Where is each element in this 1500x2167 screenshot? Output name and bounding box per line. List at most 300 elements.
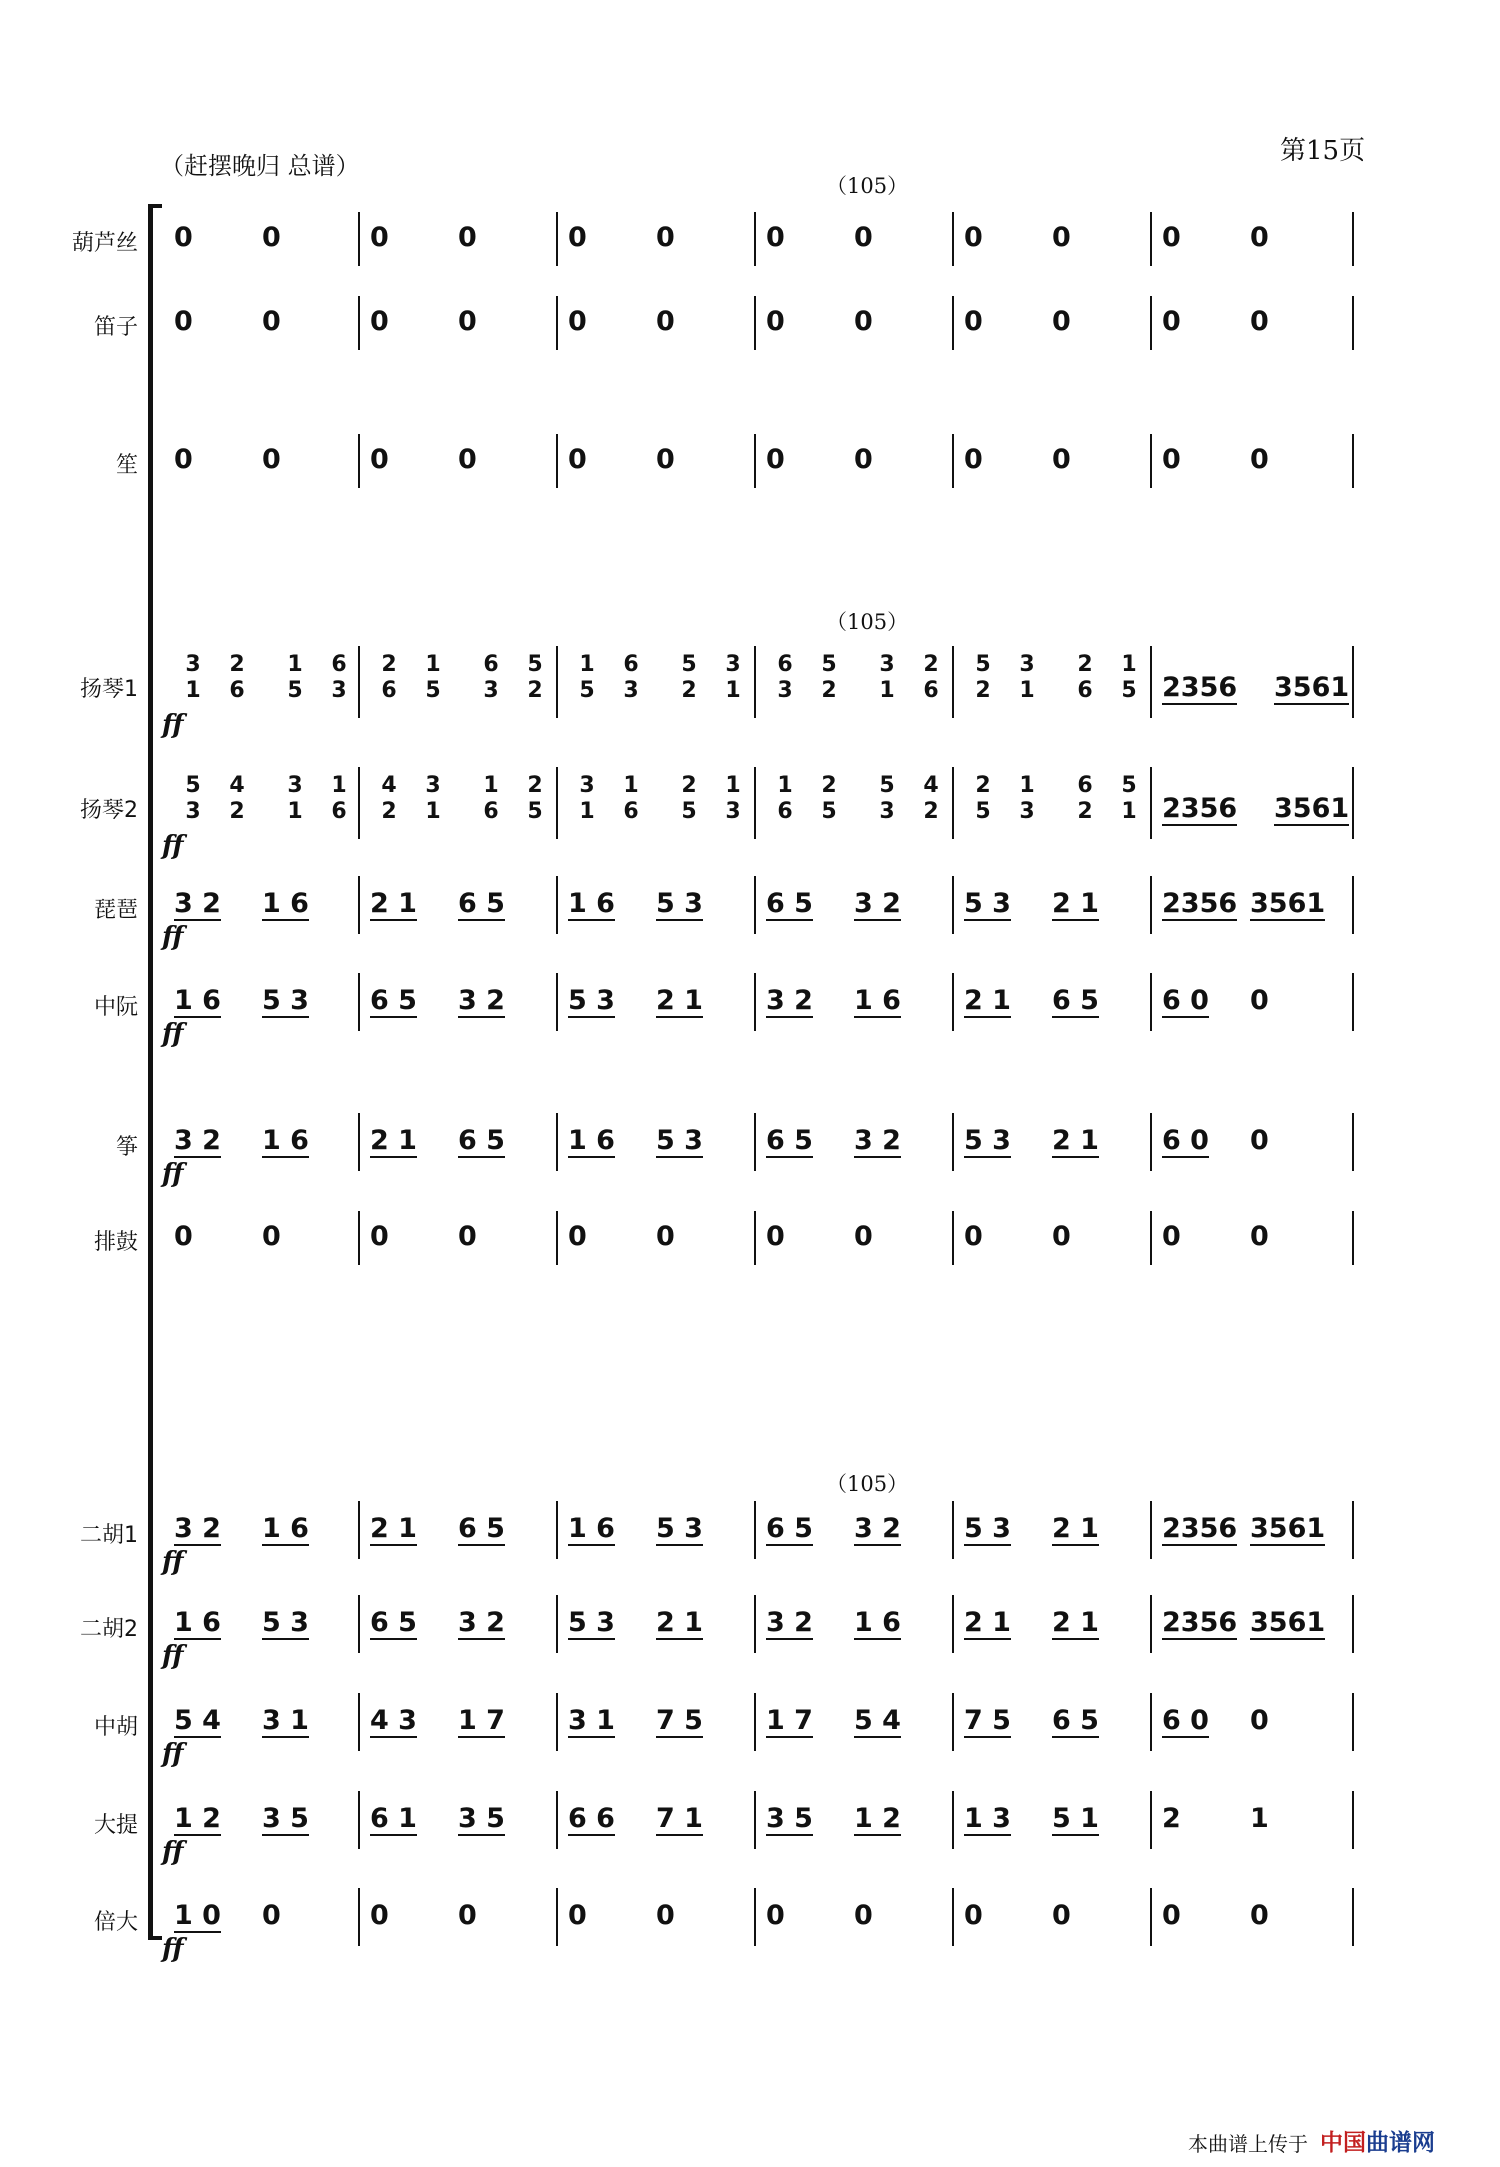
- yangqin1-chord-lower: 6: [1077, 678, 1093, 703]
- yangqin1-chord-lower: 2: [975, 678, 991, 703]
- zheng-note: 1 6: [568, 1125, 615, 1156]
- yangqin2-chord-upper: 2: [681, 773, 697, 798]
- zhongruan-barline: [754, 973, 756, 1031]
- yangqin2-chord-lower: 2: [1077, 799, 1093, 824]
- paigu-barline: [1352, 1211, 1354, 1265]
- pipa-barline: [754, 876, 756, 934]
- yangqin2-chord-lower: 6: [623, 799, 639, 824]
- zheng-note: 3 2: [854, 1125, 901, 1156]
- zheng-dynamic-marking: ff: [162, 1159, 184, 1189]
- yangqin2-barline: [952, 767, 954, 839]
- sheng-rest: 0: [854, 444, 873, 475]
- yangqin1-chord: [614, 652, 648, 704]
- bass-note: 0: [568, 1900, 587, 1931]
- yangqin1-barline: [556, 646, 558, 718]
- erhu1-barline: [358, 1501, 360, 1559]
- yangqin1-barline: [1352, 646, 1354, 718]
- paigu-rest: 0: [1250, 1221, 1269, 1252]
- instrument-label-zheng: 筝: [115, 1135, 138, 1160]
- erhu2-barline: [1150, 1595, 1152, 1653]
- zheng-note: 0: [1250, 1125, 1269, 1156]
- yangqin2-chord: [474, 773, 508, 825]
- yangqin2-chord: [1112, 773, 1146, 825]
- erhu2-barline: [358, 1595, 360, 1653]
- yangqin2-barline: [358, 767, 360, 839]
- yangqin1-chord-lower: 3: [777, 678, 793, 703]
- yangqin2-dynamic-marking: ff: [162, 831, 184, 861]
- footer-upload-text: 本曲谱上传于: [1188, 2132, 1308, 2156]
- zhonghu-note: 1 7: [458, 1705, 505, 1736]
- yangqin1-chord: [672, 652, 706, 704]
- sheng-barline: [556, 434, 558, 488]
- hulusi-barline: [358, 212, 360, 266]
- pipa-barline: [1352, 876, 1354, 934]
- paigu-barline: [358, 1211, 360, 1265]
- hulusi-barline: [754, 212, 756, 266]
- pipa-dynamic-marking: ff: [162, 922, 184, 952]
- yangqin1-chord-upper: 3: [879, 652, 895, 677]
- yangqin2-chord-lower: 2: [229, 799, 245, 824]
- zhongruan-note: 5 3: [262, 985, 309, 1016]
- bass-barline: [556, 1888, 558, 1946]
- pipa-barline: [556, 876, 558, 934]
- erhu2-barline: [1352, 1595, 1354, 1653]
- yangqin2-chord-lower: 5: [681, 799, 697, 824]
- yangqin2-chord: [966, 773, 1000, 825]
- zheng-note: 5 3: [656, 1125, 703, 1156]
- yangqin1-barline: [952, 646, 954, 718]
- yangqin2-chord-lower: 1: [425, 799, 441, 824]
- yangqin1-chord: [966, 652, 1000, 704]
- bass-barline: [754, 1888, 756, 1946]
- instrument-label-pipa: 琵琶: [93, 898, 138, 923]
- yangqin1-chord-upper: 1: [425, 652, 441, 677]
- zhonghu-note: 7 5: [656, 1705, 703, 1736]
- yangqin2-chord-upper: 5: [1121, 773, 1137, 798]
- yangqin1-tail-group: 3561: [1274, 672, 1350, 703]
- zhongruan-note: 6 0: [1162, 985, 1209, 1016]
- yangqin1-chord-lower: 3: [331, 678, 347, 703]
- zhongruan-note: 0: [1250, 985, 1269, 1016]
- paigu-rest: 0: [1052, 1221, 1071, 1252]
- cello-barline: [754, 1791, 756, 1849]
- erhu2-note: 1 6: [854, 1607, 901, 1638]
- cello-dynamic-marking: ff: [162, 1837, 184, 1867]
- erhu2-dynamic-marking: ff: [162, 1641, 184, 1671]
- erhu2-note: 2 1: [964, 1607, 1011, 1638]
- yangqin1-chord: [870, 652, 904, 704]
- yangqin1-chord: [474, 652, 508, 704]
- yangqin1-barline: [358, 646, 360, 718]
- yangqin2-chord: [716, 773, 750, 825]
- yangqin2-tail-group: 2356: [1162, 793, 1238, 824]
- yangqin1-chord: [372, 652, 406, 704]
- yangqin2-chord: [614, 773, 648, 825]
- yangqin1-chord-lower: 1: [725, 678, 741, 703]
- bass-note: 0: [766, 1900, 785, 1931]
- erhu2-note: 2356: [1162, 1607, 1238, 1638]
- yangqin2-chord: [812, 773, 846, 825]
- yangqin1-chord-upper: 5: [975, 652, 991, 677]
- yangqin1-chord-upper: 3: [185, 652, 201, 677]
- yangqin2-chord: [570, 773, 604, 825]
- yangqin2-chord-upper: 1: [331, 773, 347, 798]
- pipa-barline: [358, 876, 360, 934]
- yangqin1-chord-lower: 5: [425, 678, 441, 703]
- dizi-rest: 0: [964, 306, 983, 337]
- pipa-note: 2 1: [370, 888, 417, 919]
- yangqin2-chord-upper: 5: [879, 773, 895, 798]
- dizi-rest: 0: [568, 306, 587, 337]
- yangqin1-chord: [812, 652, 846, 704]
- instrument-label-yangqin1: 扬琴1: [80, 677, 138, 702]
- instrument-label-bass: 倍大: [93, 1910, 138, 1935]
- yangqin2-chord-lower: 1: [579, 799, 595, 824]
- yangqin2-chord: [416, 773, 450, 825]
- erhu2-barline: [556, 1595, 558, 1653]
- sheng-rest: 0: [568, 444, 587, 475]
- erhu1-barline: [1352, 1501, 1354, 1559]
- sheng-rest: 0: [262, 444, 281, 475]
- yangqin1-chord-upper: 6: [777, 652, 793, 677]
- yangqin2-chord-upper: 1: [623, 773, 639, 798]
- sheng-rest: 0: [656, 444, 675, 475]
- instrument-label-zhonghu: 中胡: [93, 1715, 138, 1740]
- erhu1-note: 2 1: [370, 1513, 417, 1544]
- yangqin2-chord-upper: 3: [579, 773, 595, 798]
- bass-note: 0: [370, 1900, 389, 1931]
- yangqin2-chord-lower: 1: [287, 799, 303, 824]
- cello-barline: [952, 1791, 954, 1849]
- yangqin2-chord: [372, 773, 406, 825]
- zhongruan-barline: [556, 973, 558, 1031]
- bracket-top-hook: [148, 204, 162, 208]
- yangqin2-tail-group: 3561: [1274, 793, 1350, 824]
- yangqin2-chord-upper: 2: [527, 773, 543, 798]
- pipa-note: 1 6: [568, 888, 615, 919]
- pipa-note: 3 2: [854, 888, 901, 919]
- pipa-barline: [1150, 876, 1152, 934]
- instrument-label-cello: 大提: [93, 1813, 138, 1838]
- yangqin2-chord: [322, 773, 356, 825]
- yangqin2-chord: [914, 773, 948, 825]
- erhu2-note: 5 3: [568, 1607, 615, 1638]
- dizi-rest: 0: [262, 306, 281, 337]
- erhu1-barline: [952, 1501, 954, 1559]
- yangqin2-chord-lower: 3: [879, 799, 895, 824]
- sheng-barline: [1352, 434, 1354, 488]
- yangqin2-chord-upper: 5: [185, 773, 201, 798]
- cello-note: 3 5: [766, 1803, 813, 1834]
- hulusi-rest: 0: [1052, 222, 1071, 253]
- yangqin2-chord: [1010, 773, 1044, 825]
- zheng-barline: [358, 1113, 360, 1171]
- hulusi-rest: 0: [1250, 222, 1269, 253]
- yangqin2-chord-lower: 3: [185, 799, 201, 824]
- yangqin2-barline: [1352, 767, 1354, 839]
- zhongruan-note: 5 3: [568, 985, 615, 1016]
- yangqin2-chord: [1068, 773, 1102, 825]
- footer-logo[interactable]: [1320, 2124, 1435, 2157]
- zheng-barline: [1352, 1113, 1354, 1171]
- yangqin1-chord-lower: 6: [923, 678, 939, 703]
- erhu2-note: 1 6: [174, 1607, 221, 1638]
- zheng-barline: [952, 1113, 954, 1171]
- zhonghu-note: 3 1: [262, 1705, 309, 1736]
- yangqin1-chord: [716, 652, 750, 704]
- zheng-note: 3 2: [174, 1125, 221, 1156]
- erhu1-barline: [1150, 1501, 1152, 1559]
- erhu1-note: 2356: [1162, 1513, 1238, 1544]
- erhu2-note: 3 2: [766, 1607, 813, 1638]
- zhongruan-note: 1 6: [854, 985, 901, 1016]
- yangqin1-dynamic-marking: ff: [162, 710, 184, 740]
- yangqin2-chord-lower: 5: [975, 799, 991, 824]
- hulusi-rest: 0: [370, 222, 389, 253]
- pipa-note: 3561: [1250, 888, 1326, 919]
- yangqin2-chord-upper: 3: [287, 773, 303, 798]
- yangqin2-chord: [768, 773, 802, 825]
- yangqin2-chord: [176, 773, 210, 825]
- zhonghu-note: 5 4: [174, 1705, 221, 1736]
- zhongruan-note: 3 2: [766, 985, 813, 1016]
- pipa-note: 3 2: [174, 888, 221, 919]
- bass-note: 0: [964, 1900, 983, 1931]
- sheng-rest: 0: [174, 444, 193, 475]
- zhonghu-note: 3 1: [568, 1705, 615, 1736]
- yangqin1-chord: [914, 652, 948, 704]
- cello-note: 1 2: [854, 1803, 901, 1834]
- yangqin1-chord: [1010, 652, 1044, 704]
- yangqin2-chord-lower: 1: [1121, 799, 1137, 824]
- paigu-rest: 0: [656, 1221, 675, 1252]
- zhongruan-barline: [358, 973, 360, 1031]
- paigu-barline: [952, 1211, 954, 1265]
- cello-barline: [1150, 1791, 1152, 1849]
- zhongruan-note: 6 5: [370, 985, 417, 1016]
- yangqin2-chord-lower: 2: [381, 799, 397, 824]
- hulusi-barline: [556, 212, 558, 266]
- cello-note: 1 2: [174, 1803, 221, 1834]
- yangqin1-chord-lower: 5: [287, 678, 303, 703]
- sheng-rest: 0: [1052, 444, 1071, 475]
- instrument-label-erhu2: 二胡2: [80, 1617, 138, 1642]
- zhonghu-dynamic-marking: ff: [162, 1739, 184, 1769]
- bass-note: 1 0: [174, 1900, 221, 1931]
- erhu1-note: 3 2: [174, 1513, 221, 1544]
- cello-note: 5 1: [1052, 1803, 1099, 1834]
- yangqin1-chord-lower: 6: [381, 678, 397, 703]
- yangqin2-chord-lower: 6: [483, 799, 499, 824]
- zhongruan-note: 1 6: [174, 985, 221, 1016]
- bass-barline: [358, 1888, 360, 1946]
- yangqin1-chord-upper: 2: [923, 652, 939, 677]
- yangqin1-chord-lower: 3: [623, 678, 639, 703]
- bass-note: 0: [1052, 1900, 1071, 1931]
- bass-note: 0: [262, 1900, 281, 1931]
- yangqin2-chord-upper: 1: [483, 773, 499, 798]
- zhongruan-note: 2 1: [656, 985, 703, 1016]
- erhu2-note: 3561: [1250, 1607, 1326, 1638]
- hulusi-barline: [1150, 212, 1152, 266]
- pipa-barline: [952, 876, 954, 934]
- bracket-bottom-hook: [148, 1936, 162, 1940]
- yangqin2-chord-upper: 4: [923, 773, 939, 798]
- yangqin2-chord-lower: 5: [821, 799, 837, 824]
- yangqin1-chord-upper: 3: [725, 652, 741, 677]
- yangqin1-chord-upper: 2: [229, 652, 245, 677]
- zheng-note: 6 5: [766, 1125, 813, 1156]
- footer-logo-part-b: 曲谱网: [1366, 2130, 1435, 2156]
- cello-barline: [556, 1791, 558, 1849]
- zhongruan-barline: [1352, 973, 1354, 1031]
- zhongruan-note: 6 5: [1052, 985, 1099, 1016]
- yangqin2-chord-upper: 2: [821, 773, 837, 798]
- hulusi-barline: [952, 212, 954, 266]
- erhu1-note: 3561: [1250, 1513, 1326, 1544]
- yangqin2-chord-upper: 3: [425, 773, 441, 798]
- zheng-barline: [1150, 1113, 1152, 1171]
- yangqin2-chord-lower: 2: [923, 799, 939, 824]
- zhonghu-note: 0: [1250, 1705, 1269, 1736]
- bass-dynamic-marking: ff: [162, 1934, 184, 1964]
- pipa-note: 5 3: [656, 888, 703, 919]
- paigu-rest: 0: [1162, 1221, 1181, 1252]
- zheng-note: 1 6: [262, 1125, 309, 1156]
- instrument-label-yangqin2: 扬琴2: [80, 798, 138, 823]
- zhonghu-note: 6 5: [1052, 1705, 1099, 1736]
- yangqin1-chord-upper: 6: [331, 652, 347, 677]
- yangqin1-barline: [754, 646, 756, 718]
- yangqin2-chord: [278, 773, 312, 825]
- zhonghu-note: 6 0: [1162, 1705, 1209, 1736]
- yangqin1-chord-lower: 2: [821, 678, 837, 703]
- yangqin2-chord-upper: 4: [229, 773, 245, 798]
- yangqin1-chord-lower: 1: [879, 678, 895, 703]
- score-title: （赶摆晚归 总谱）: [160, 152, 360, 180]
- zhongruan-note: 2 1: [964, 985, 1011, 1016]
- zheng-note: 2 1: [370, 1125, 417, 1156]
- cello-note: 1: [1250, 1803, 1269, 1834]
- pipa-note: 2 1: [1052, 888, 1099, 919]
- yangqin2-chord-upper: 1: [725, 773, 741, 798]
- instrument-label-hulusi: 葫芦丝: [71, 231, 138, 256]
- sheng-rest: 0: [964, 444, 983, 475]
- cello-barline: [1352, 1791, 1354, 1849]
- erhu2-note: 3 2: [458, 1607, 505, 1638]
- yangqin2-chord-lower: 6: [331, 799, 347, 824]
- yangqin1-barline: [1150, 646, 1152, 718]
- zhongruan-dynamic-marking: ff: [162, 1019, 184, 1049]
- erhu1-note: 6 5: [458, 1513, 505, 1544]
- hulusi-rest: 0: [458, 222, 477, 253]
- bass-note: 0: [656, 1900, 675, 1931]
- paigu-barline: [1150, 1211, 1152, 1265]
- paigu-rest: 0: [854, 1221, 873, 1252]
- zheng-note: 6 5: [458, 1125, 505, 1156]
- yangqin1-chord: [416, 652, 450, 704]
- yangqin1-chord: [278, 652, 312, 704]
- dizi-barline: [556, 296, 558, 350]
- bass-note: 0: [854, 1900, 873, 1931]
- yangqin1-chord-upper: 2: [1077, 652, 1093, 677]
- yangqin1-chord-lower: 6: [229, 678, 245, 703]
- instrument-label-paigu: 排鼓: [93, 1230, 138, 1255]
- rehearsal-mark-bottom: （105）: [826, 1472, 909, 1496]
- yangqin1-chord-lower: 2: [681, 678, 697, 703]
- erhu1-note: 3 2: [854, 1513, 901, 1544]
- yangqin2-chord: [870, 773, 904, 825]
- bass-note: 0: [1162, 1900, 1181, 1931]
- bass-note: 0: [458, 1900, 477, 1931]
- bass-barline: [952, 1888, 954, 1946]
- dizi-barline: [1150, 296, 1152, 350]
- yangqin2-chord: [220, 773, 254, 825]
- system-bracket: [148, 208, 153, 1938]
- yangqin1-chord: [1112, 652, 1146, 704]
- hulusi-rest: 0: [964, 222, 983, 253]
- yangqin2-chord-upper: 6: [1077, 773, 1093, 798]
- yangqin2-chord-lower: 5: [527, 799, 543, 824]
- hulusi-rest: 0: [174, 222, 193, 253]
- page-number: 第15页: [1280, 136, 1366, 166]
- yangqin2-chord-upper: 1: [1019, 773, 1035, 798]
- rehearsal-mark-top: （105）: [826, 174, 909, 198]
- yangqin2-barline: [556, 767, 558, 839]
- yangqin1-chord-upper: 5: [681, 652, 697, 677]
- cello-note: 6 6: [568, 1803, 615, 1834]
- pipa-note: 2356: [1162, 888, 1238, 919]
- dizi-barline: [1352, 296, 1354, 350]
- yangqin1-chord-lower: 3: [483, 678, 499, 703]
- yangqin1-chord-upper: 6: [623, 652, 639, 677]
- yangqin1-chord-upper: 5: [527, 652, 543, 677]
- erhu1-note: 1 6: [262, 1513, 309, 1544]
- yangqin2-chord-lower: 3: [725, 799, 741, 824]
- yangqin1-chord-lower: 2: [527, 678, 543, 703]
- zhongruan-note: 3 2: [458, 985, 505, 1016]
- paigu-rest: 0: [174, 1221, 193, 1252]
- yangqin2-barline: [1150, 767, 1152, 839]
- yangqin1-chord: [1068, 652, 1102, 704]
- dizi-rest: 0: [1250, 306, 1269, 337]
- yangqin2-chord-lower: 3: [1019, 799, 1035, 824]
- paigu-barline: [556, 1211, 558, 1265]
- sheng-rest: 0: [1162, 444, 1181, 475]
- hulusi-rest: 0: [656, 222, 675, 253]
- dizi-rest: 0: [656, 306, 675, 337]
- yangqin1-chord-upper: 2: [381, 652, 397, 677]
- yangqin1-chord-upper: 5: [821, 652, 837, 677]
- bass-note: 0: [1250, 1900, 1269, 1931]
- erhu1-dynamic-marking: ff: [162, 1547, 184, 1577]
- dizi-barline: [754, 296, 756, 350]
- yangqin1-chord-upper: 1: [579, 652, 595, 677]
- zhongruan-barline: [1150, 973, 1152, 1031]
- erhu1-note: 2 1: [1052, 1513, 1099, 1544]
- bass-barline: [1150, 1888, 1152, 1946]
- zheng-barline: [556, 1113, 558, 1171]
- instrument-label-dizi: 笛子: [93, 315, 138, 340]
- erhu2-note: 6 5: [370, 1607, 417, 1638]
- instrument-label-sheng: 笙: [115, 453, 138, 478]
- paigu-rest: 0: [458, 1221, 477, 1252]
- yangqin2-chord-upper: 4: [381, 773, 397, 798]
- erhu1-note: 5 3: [656, 1513, 703, 1544]
- erhu2-barline: [952, 1595, 954, 1653]
- erhu1-note: 5 3: [964, 1513, 1011, 1544]
- rehearsal-mark-middle: （105）: [826, 610, 909, 634]
